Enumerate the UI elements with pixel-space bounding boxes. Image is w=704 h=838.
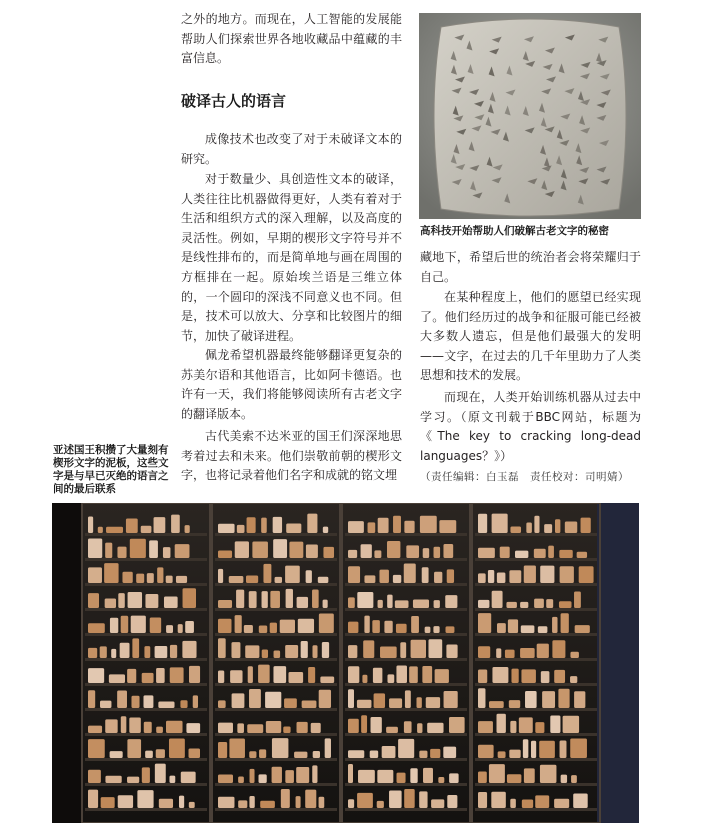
tablet-shelves-photo bbox=[52, 503, 639, 823]
col2-paragraph-2: 在某种程度上，他们的愿望已经实现了。他们经历过的战争和征服可能已经被大多数人遗忘，但是他们最强大的发明——文字，在过去的几千年里助力了人类思想和技术的发展。 bbox=[420, 290, 641, 383]
paragraph-2: 对于数量少、具创造性文本的破译，人类往往比机器做得更好，人类有着对于生活和组织方式的深入理解，以及高度的灵活性。例如，早期的楔形文字符号并不是线性排布的，而是简单地与画在周围的方框排在一起。原始埃兰语是三维立体的，一个圆印的深浅不同意义也不同。但是，技术可以放大、分享和比较图片的细节，加快了破译进程。 bbox=[181, 172, 402, 343]
paragraph-4: 古代美索不达米亚的国王们深深地思考着过去和未来。他们崇敬前朝的楔形文字，也将记录着他们名字和成就的铭文埋 bbox=[181, 429, 402, 483]
section-heading: 破译古人的语言 bbox=[181, 92, 287, 110]
paragraph-1: 成像技术也改变了对于未破译文本的研究。 bbox=[181, 132, 402, 166]
col1-top-text: 之外的地方。而现在，人工智能的发展能帮助人们探索世界各地收藏品中蕴藏的丰富信息。 bbox=[181, 12, 402, 66]
shelves-caption: 亚述国王积攒了大量刻有楔形文字的泥板，这些文字是与早已灭绝的语言之间的最后联系 bbox=[53, 444, 169, 495]
credits-line: （责任编辑：白玉磊 责任校对：司明婧） bbox=[420, 471, 629, 483]
col2-paragraph-1: 藏地下，希望后世的统治者会将荣耀归于自己。 bbox=[420, 250, 641, 284]
paragraph-3: 佩龙希望机器最终能够翻译更复杂的苏美尔语和其他语言，比如阿卡德语。也许有一天，我们将能够阅读所有古老文字的翻译版本。 bbox=[181, 348, 402, 421]
tablet-caption: 高科技开始帮助人们破解古老文字的秘密 bbox=[420, 225, 609, 237]
cuneiform-tablet-photo bbox=[419, 13, 641, 219]
col2-paragraph-3: 而现在，人类开始训练机器从过去中学习。（原文刊载于BBC网站，标题为《The key to cracking long-dead languages？》） bbox=[420, 390, 641, 463]
